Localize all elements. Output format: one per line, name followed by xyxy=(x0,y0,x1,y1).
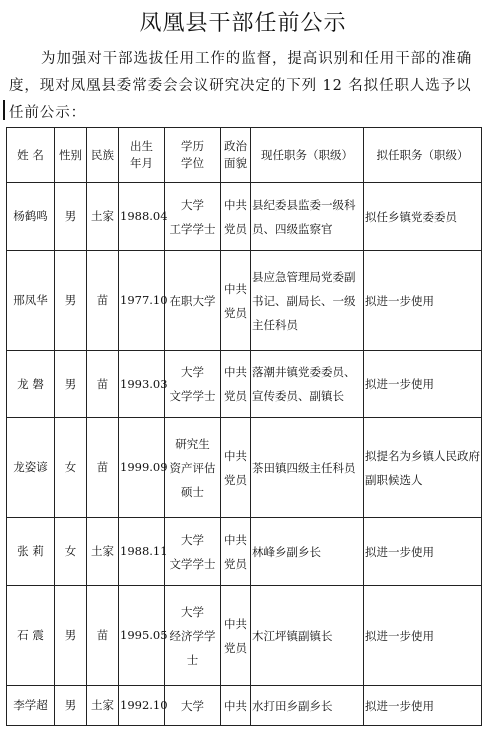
cell-gender: 男 xyxy=(55,586,87,686)
cell-gender: 男 xyxy=(55,251,87,351)
cell-education: 大学 工学学士 xyxy=(165,183,221,251)
cell-name: 杨鹤鸣 xyxy=(7,183,55,251)
cell-education: 大学 文学学士 xyxy=(165,351,221,418)
table-row xyxy=(7,518,482,586)
table-row xyxy=(7,586,482,686)
cell-name: 李学超 xyxy=(7,686,55,726)
header-proposed: 拟任职务（职级） xyxy=(364,128,482,183)
header-current: 现任职务（职级） xyxy=(251,128,364,183)
cell-ethnicity: 土家 xyxy=(87,518,119,586)
cell-education: 研究生 资产评估 硕士 xyxy=(165,418,221,518)
cell-proposed: 拟进一步使用 xyxy=(364,586,482,686)
cell-education: 在职大学 xyxy=(165,251,221,351)
cell-ethnicity: 苗 xyxy=(87,351,119,418)
cell-name: 张 莉 xyxy=(7,518,55,586)
cell-ethnicity: 土家 xyxy=(87,183,119,251)
cell-birth: 1988.11 xyxy=(119,518,165,586)
cell-current: 县应急管理局党委副书记、副局长、一级主任科员 xyxy=(251,251,364,351)
cell-proposed: 拟进一步使用 xyxy=(364,251,482,351)
cell-birth: 1992.10 xyxy=(119,686,165,726)
cell-name: 邢凤华 xyxy=(7,251,55,351)
cell-ethnicity: 土家 xyxy=(87,686,119,726)
cell-party: 中共 党员 xyxy=(221,518,251,586)
cell-name: 龙 磐 xyxy=(7,351,55,418)
cell-current: 林峰乡副乡长 xyxy=(251,518,364,586)
table-row xyxy=(7,351,482,418)
cell-party: 中共 xyxy=(221,686,251,726)
cell-name: 龙姿谚 xyxy=(7,418,55,518)
cell-education: 大学 xyxy=(165,686,221,726)
cell-birth: 1993.03 xyxy=(119,351,165,418)
header-birth: 出生年月 xyxy=(119,128,165,183)
cell-proposed: 拟任乡镇党委委员 xyxy=(364,183,482,251)
header-gender: 性别 xyxy=(55,128,87,183)
cell-current: 茶田镇四级主任科员 xyxy=(251,418,364,518)
cell-birth: 1995.05 xyxy=(119,586,165,686)
cell-proposed: 拟提名为乡镇人民政府副职候选人 xyxy=(364,418,482,518)
cell-party: 中共 党员 xyxy=(221,351,251,418)
table-header-row xyxy=(7,128,482,183)
cell-birth: 1977.10 xyxy=(119,251,165,351)
cell-party: 中共 党员 xyxy=(221,183,251,251)
margin-marker xyxy=(3,100,5,120)
cell-birth: 1988.04 xyxy=(119,183,165,251)
cell-gender: 男 xyxy=(55,183,87,251)
cell-education: 大学 文学学士 xyxy=(165,518,221,586)
cell-party: 中共 党员 xyxy=(221,251,251,351)
table-row xyxy=(7,183,482,251)
cell-ethnicity: 苗 xyxy=(87,251,119,351)
cell-party: 中共 党员 xyxy=(221,586,251,686)
cell-ethnicity: 苗 xyxy=(87,418,119,518)
cell-education: 大学 经济学学 士 xyxy=(165,586,221,686)
header-ethnicity: 民族 xyxy=(87,128,119,183)
header-name: 姓 名 xyxy=(7,128,55,183)
table-row xyxy=(7,686,482,726)
cell-current: 落潮井镇党委委员、宣传委员、副镇长 xyxy=(251,351,364,418)
cell-gender: 女 xyxy=(55,418,87,518)
cell-gender: 男 xyxy=(55,351,87,418)
page-title: 凤凰县干部任前公示 xyxy=(139,11,347,36)
cell-gender: 男 xyxy=(55,686,87,726)
cell-proposed: 拟进一步使用 xyxy=(364,351,482,418)
cell-name: 石 震 xyxy=(7,586,55,686)
table-row xyxy=(7,418,482,518)
header-party: 政治面貌 xyxy=(221,128,251,183)
candidate-table xyxy=(6,127,482,726)
cell-gender: 女 xyxy=(55,518,87,586)
header-education: 学历学位 xyxy=(165,128,221,183)
cell-current: 水打田乡副乡长 xyxy=(251,686,364,726)
table-row xyxy=(7,251,482,351)
cell-ethnicity: 苗 xyxy=(87,586,119,686)
cell-birth: 1999.09 xyxy=(119,418,165,518)
cell-party: 中共 党员 xyxy=(221,418,251,518)
intro-text: 为加强对干部选拔任用工作的监督，提高识别和任用干部的准确度，现对凤凰县委常委会会议研究决定的下列 12 名拟任职人选予以任前公示： xyxy=(9,51,473,121)
cell-proposed: 拟进一步使用 xyxy=(364,686,482,726)
cell-current: 木江坪镇副镇长 xyxy=(251,586,364,686)
intro-paragraph xyxy=(9,46,479,127)
cell-current: 县纪委县监委一级科员、四级监察官 xyxy=(251,183,364,251)
cell-proposed: 拟进一步使用 xyxy=(364,518,482,586)
